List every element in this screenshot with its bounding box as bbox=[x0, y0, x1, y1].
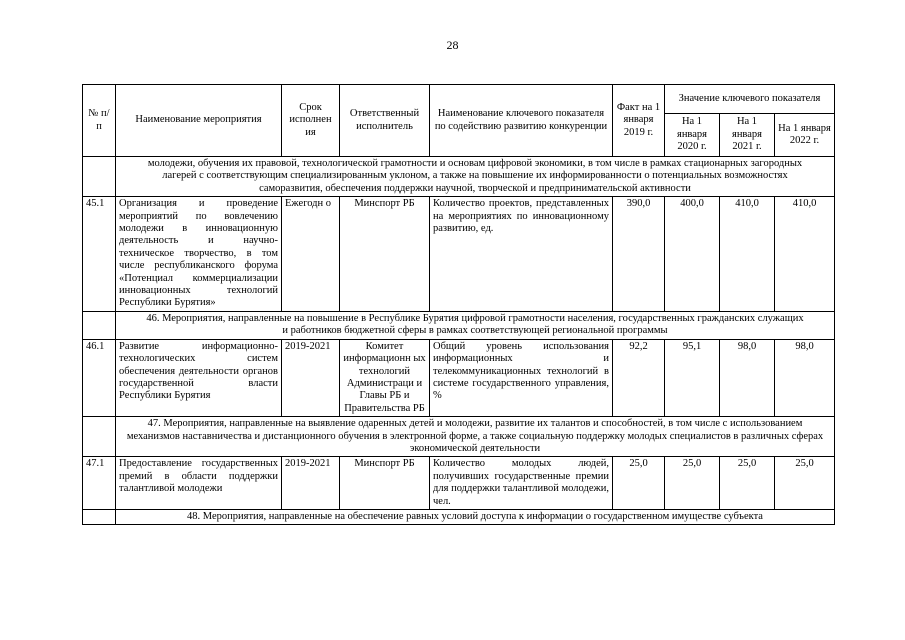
row-term: Ежегодн о bbox=[282, 197, 340, 312]
row-indicator: Количество проектов, представленных на мероприятиях по инновационному развитию, ед. bbox=[430, 197, 613, 312]
row-2021: 410,0 bbox=[720, 197, 775, 312]
section-48-title: 48. Мероприятия, направленные на обеспечение равных условий доступа к информации о государственном имуществе субъекта bbox=[116, 509, 835, 524]
section-row bbox=[83, 509, 835, 524]
header-indicator: Наименование ключевого показателя по содействию развитию конкуренции bbox=[430, 85, 613, 157]
section-row bbox=[83, 417, 835, 457]
header-2021: На 1 января 2021 г. bbox=[720, 114, 775, 157]
row-fact: 25,0 bbox=[613, 457, 665, 510]
row-responsible: Минспорт РБ bbox=[340, 197, 430, 312]
header-fact: Факт на 1 января 2019 г. bbox=[613, 85, 665, 157]
row-responsible: Минспорт РБ bbox=[340, 457, 430, 510]
row-fact: 92,2 bbox=[613, 339, 665, 416]
header-2020: На 1 января 2020 г. bbox=[665, 114, 720, 157]
row-2020: 400,0 bbox=[665, 197, 720, 312]
row-term: 2019-2021 bbox=[282, 339, 340, 416]
row-2021: 25,0 bbox=[720, 457, 775, 510]
row-2022: 410,0 bbox=[775, 197, 835, 312]
header-responsible: Ответственный исполнитель bbox=[340, 85, 430, 157]
section-row bbox=[83, 311, 835, 339]
header-term: Срок исполнен ия bbox=[282, 85, 340, 157]
table-row bbox=[83, 339, 835, 416]
row-2020: 95,1 bbox=[665, 339, 720, 416]
header-row bbox=[83, 85, 835, 114]
row-2022: 98,0 bbox=[775, 339, 835, 416]
row-fact: 390,0 bbox=[613, 197, 665, 312]
header-key-value: Значение ключевого показателя bbox=[665, 85, 835, 114]
section-46-title: 46. Мероприятия, направленные на повышение в Республике Бурятия цифровой грамотности населения, государственных гражданских служащих и работников бюджетной сферы в рамках соответствующей региональной программы bbox=[116, 311, 835, 339]
header-2022: На 1 января 2022 г. bbox=[775, 114, 835, 157]
table-row bbox=[83, 197, 835, 312]
header-name: Наименование мероприятия bbox=[116, 85, 282, 157]
row-indicator: Общий уровень использования информационных и телекоммуникационных технологий в системе государственного управления, % bbox=[430, 339, 613, 416]
section-row bbox=[83, 157, 835, 197]
row-responsible: Комитет информационн ых технологий Администраци и Главы РБ и Правительства РБ bbox=[340, 339, 430, 416]
row-term: 2019-2021 bbox=[282, 457, 340, 510]
row-name: Развитие информационно-технологических систем обеспечения деятельности органов государственной власти Республики Бурятия bbox=[116, 339, 282, 416]
section-45-continuation: молодежи, обучения их правовой, технологической грамотности и основам цифровой экономики, в том числе в рамках стационарных загородных лагерей с соответствующим специализированным уклоном, а также на повышение их информированности о потенциальных возможностях саморазвития, обеспечения поддержки научной, творческой и предпринимательской активности bbox=[116, 157, 835, 197]
page-number: 28 bbox=[446, 38, 459, 52]
competition-measures-table bbox=[82, 84, 835, 525]
row-indicator: Количество молодых людей, получивших государственные премии для поддержки талантливой молодежи, чел. bbox=[430, 457, 613, 510]
row-2022: 25,0 bbox=[775, 457, 835, 510]
header-num: № п/п bbox=[83, 85, 116, 157]
section-47-title: 47. Мероприятия, направленные на выявление одаренных детей и молодежи, развитие их талантов и способностей, в том числе с использованием механизмов наставничества и дистанционного обучения в электронной форме, а также социальную поддержку молодых специалистов в различных сферах экономической деятельности bbox=[116, 417, 835, 457]
table-row bbox=[83, 457, 835, 510]
row-num: 47.1 bbox=[83, 457, 116, 510]
row-2021: 98,0 bbox=[720, 339, 775, 416]
row-num: 45.1 bbox=[83, 197, 116, 312]
row-2020: 25,0 bbox=[665, 457, 720, 510]
row-name: Организация и проведение мероприятий по вовлечению молодежи в инновационную деятельность и научно-техническое творчество, в том числе республиканского форума «Потенциал коммерциализации инновационных технологий Республики Бурятия» bbox=[116, 197, 282, 312]
row-num: 46.1 bbox=[83, 339, 116, 416]
row-name: Предоставление государственных премий в области поддержки талантливой молодежи bbox=[116, 457, 282, 510]
